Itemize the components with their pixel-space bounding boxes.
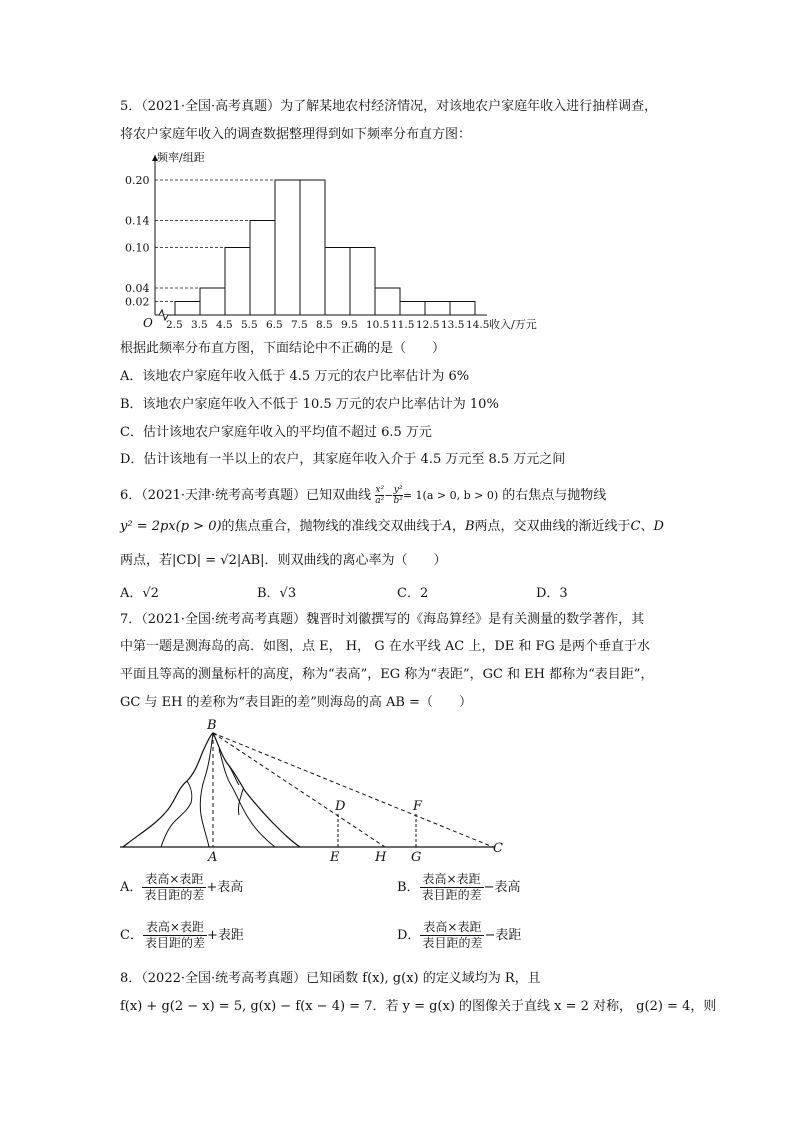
q6-frac-y: $\frac{\text{y²}}{\text{b²}}$ xyxy=(393,485,403,506)
q7-line2: 中第一题是测海岛的高．如图，点 E， H， G 在水平线 AC 上，DE 和 FG 是两个垂直于水 xyxy=(120,639,651,654)
label-f: F xyxy=(413,799,423,814)
y-tick-label: 0.04 xyxy=(125,282,150,295)
label-g: G xyxy=(411,850,422,865)
y-tick-label: 0.20 xyxy=(125,174,150,187)
x-tick-label: 2.5 xyxy=(166,319,183,331)
histogram-bar xyxy=(250,221,275,316)
q6-suffix: 的右焦点与抛物线 xyxy=(502,488,607,503)
histogram-bar xyxy=(450,302,475,316)
q5-stem: 根据此频率分布直方图，下面结论中不正确的是（ ） xyxy=(120,341,446,356)
label-h: H xyxy=(375,850,387,865)
q8-line1: 8．（2022·全国·统考高考真题）已知函数 f(x), g(x) 的定义域均为 R，且 xyxy=(120,971,541,986)
mountain-ridge-3 xyxy=(161,781,192,847)
label-b: B xyxy=(207,718,217,733)
q6-parabola: y² = 2px(p > 0) xyxy=(120,519,222,534)
label-c: C xyxy=(493,841,503,856)
q6-option-a: A．√2 xyxy=(120,586,159,601)
x-tick-label: 9.5 xyxy=(341,319,358,331)
x-tick-label: 10.5 xyxy=(366,319,390,331)
histogram-bar xyxy=(375,288,400,315)
x-tick-label: 7.5 xyxy=(291,319,308,331)
q7-option-b: B． $\frac{\text{表高×表距}}{\text{表目距的差}}$ −表高 xyxy=(397,872,521,902)
q8-line2: f(x) + g(2 − x) = 5, g(x) − f(x − 4) = 7．若 y = g(x) 的图像关于直线 x = 2 对称， g(2) = 4，则 xyxy=(120,999,717,1014)
histogram-bar xyxy=(300,180,325,315)
q7-option-d: D． $\frac{\text{表高×表距}}{\text{表目距的差}}$ −表距 xyxy=(397,920,522,950)
x-tick-label: 4.5 xyxy=(216,319,233,331)
q7-option-c: C． $\frac{\text{表高×表距}}{\text{表目距的差}}$ +表距 xyxy=(120,920,244,950)
y-tick-label: 0.14 xyxy=(125,214,150,228)
q5-option-c: C．估计该地农户家庭年收入的平均值不超过 6.5 万元 xyxy=(120,425,432,440)
island-measurement-diagram xyxy=(115,715,515,865)
label-d: D xyxy=(335,799,346,814)
mountain-outline xyxy=(123,733,300,847)
q5-option-d: D．估计该地有一半以上的农户，其家庭年收入介于 4.5 万元至 8.5 万元之间 xyxy=(120,452,566,467)
y-tick-label: 0.02 xyxy=(125,295,150,309)
q6-option-c: C．2 xyxy=(397,586,429,601)
histogram-bar xyxy=(350,248,375,316)
sightline-bc xyxy=(213,733,493,847)
q7-line1: 7．（2021·全国·统考高考真题）魏晋时刘徽撰写的《海岛算经》是有关测量的数学著作，其 xyxy=(120,612,645,627)
q6-comma: ， xyxy=(451,519,465,534)
x-tick-label: 6.5 xyxy=(266,319,283,331)
x-tick-label: 5.5 xyxy=(241,319,258,331)
q6-line1: 6．（2021·天津·统考高考真题）已知双曲线 $\frac{\text{x²}}{\text{a²}}-$ $\frac{\text{y²}}{\text{b²}}= 1(a > 0$, b > 0) 的右焦点与抛物线 xyxy=(120,485,607,506)
q5-line2: 将农户家庭年收入的调查数据整理得到如下频率分布直方图： xyxy=(120,127,472,142)
x-tick-label: 12.5 xyxy=(416,319,440,331)
x-tick-label: 14.5 xyxy=(466,319,490,331)
q6-option-b: B．√3 xyxy=(257,586,297,601)
sightline-bh xyxy=(213,733,385,847)
q6-dot: 、 xyxy=(640,519,654,534)
q6-option-d: D．3 xyxy=(536,586,568,601)
histogram-bar xyxy=(225,248,250,316)
q6-prefix: 6．（2021·天津·统考高考真题）已知双曲线 xyxy=(120,488,372,503)
q6-point-d: D xyxy=(653,519,664,534)
histogram-bar xyxy=(200,288,225,315)
q6-eq-rest: = 1(a > 0, b > 0) xyxy=(402,489,499,502)
origin-label: O xyxy=(143,316,153,330)
histogram-bar xyxy=(325,248,350,316)
y-tick-label: 0.10 xyxy=(125,241,150,255)
frequency-histogram xyxy=(120,140,570,340)
q7-option-a: A． $\frac{\text{表高×表距}}{\text{表目距的差}}$ +表高 xyxy=(120,872,244,902)
q6-point-a: A xyxy=(442,519,452,534)
label-a: A xyxy=(208,850,218,865)
histogram-bar xyxy=(425,302,450,316)
mountain-ridge-4 xyxy=(227,763,243,815)
q6-point-c: C xyxy=(630,519,641,534)
q6-line2-text: 的焦点重合，抛物线的准线交双曲线于 xyxy=(221,519,443,534)
x-tick-label: 8.5 xyxy=(316,319,333,331)
histogram-bar xyxy=(275,180,300,315)
mountain-ridge-1 xyxy=(200,733,213,847)
label-e: E xyxy=(330,850,340,865)
q7-line4: GC 与 EH 的差称为“表目距的差”则海岛的高 AB =（ ） xyxy=(120,695,472,710)
q6-line2 xyxy=(120,518,664,536)
x-tick-label: 3.5 xyxy=(191,319,208,331)
histogram-bar xyxy=(175,302,200,316)
q5-option-b: B．该地农户家庭年收入不低于 10.5 万元的农户比率估计为 10% xyxy=(120,397,499,412)
q6-line3: 两点，若|CD| = √2|AB|．则双曲线的离心率为（ ） xyxy=(120,553,447,568)
y-axis-label: 频率/组距 xyxy=(157,151,205,164)
histogram-bar xyxy=(400,302,425,316)
q6-point-b: B xyxy=(464,519,475,534)
q5-line1: 5．（2021·全国·高考真题）为了解某地农村经济情况，对该地农户家庭年收入进行抽样调查， xyxy=(120,99,658,114)
q7-line3: 平面且等高的测量标杆的高度，称为“表高”，EG 称为“表距”，GC 和 EH 都称为“表目距”， xyxy=(120,667,654,682)
q5-option-a: A．该地农户家庭年收入低于 4.5 万元的农户比率估计为 6% xyxy=(120,369,470,384)
q6-frac-x: $\frac{\text{x²}}{\text{a²}}$ xyxy=(375,485,385,506)
q6-line2-tail: 两点，交双曲线的渐近线于 xyxy=(474,519,631,534)
x-tick-label: 11.5 xyxy=(391,319,415,331)
x-tick-label: 13.5 xyxy=(441,319,465,331)
x-axis-label: 收入/万元 xyxy=(489,318,537,331)
